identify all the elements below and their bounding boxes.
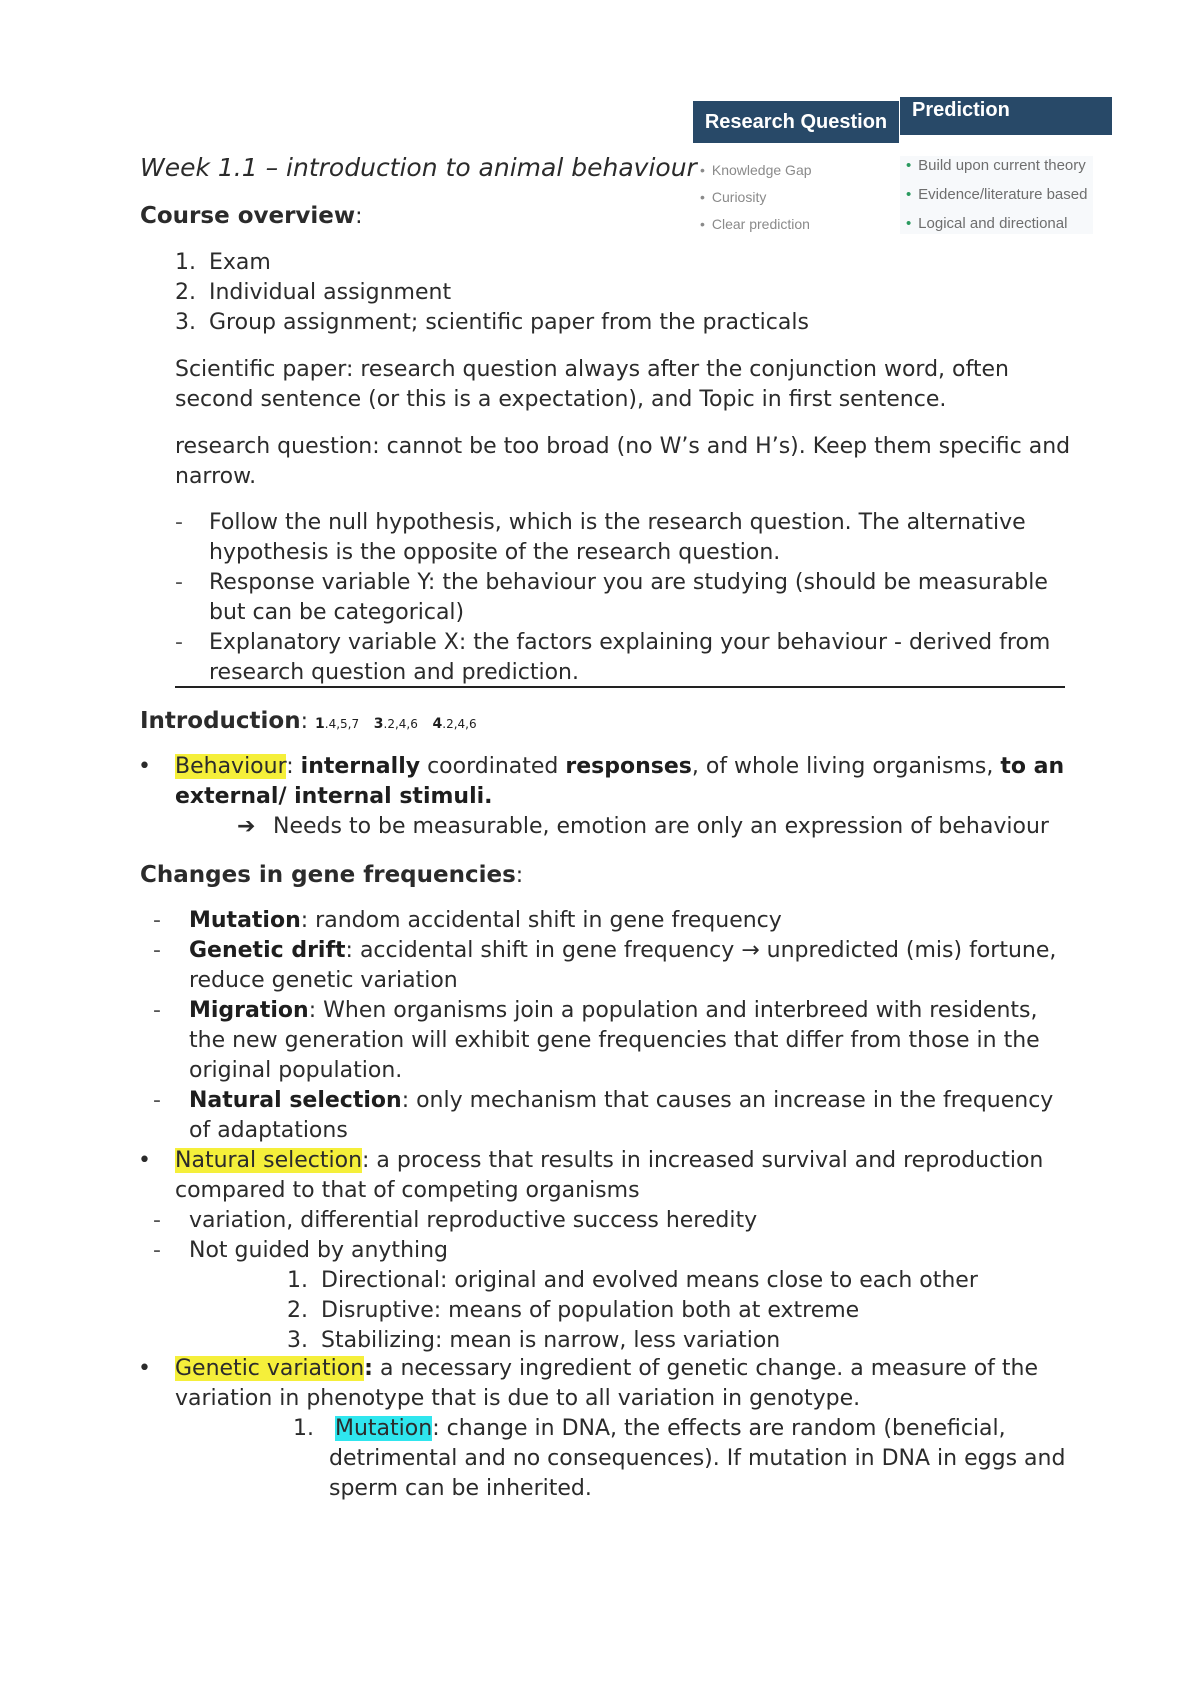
list-item: 3. Stabilizing: mean is narrow, less variation	[287, 1328, 781, 1353]
list-item: 1. Exam	[175, 250, 271, 275]
natural-selection-term: Natural selection	[175, 1148, 363, 1173]
list-item: • Clear prediction	[700, 216, 810, 232]
natural-selection-points	[153, 1206, 757, 1266]
list-item: - Genetic drift: accidental shift in gene frequency → unpredicted (mis) fortune, reduce genetic variation	[153, 938, 1057, 993]
research-question-note: research question: cannot be too broad (no W’s and H’s). Keep them specific and narrow.	[175, 434, 1071, 489]
list-item: - Explanatory variable X: the factors explaining your behaviour - derived from research question and prediction.	[175, 630, 1051, 685]
list-item: • Logical and directional	[906, 215, 1068, 232]
behaviour-definition: • Behaviour: internally coordinated responses, of whole living organisms, to an external/ internal stimuli.	[138, 754, 1065, 809]
introduction-heading: Introduction: 1.4,5,7 3.2,4,6 4.2,4,6	[140, 708, 477, 734]
list-item: 1. Directional: original and evolved means close to each other	[287, 1268, 978, 1293]
list-item: 2. Disruptive: means of population both at extreme	[287, 1298, 860, 1323]
genetic-variation-definition: • Genetic variation: a necessary ingredient of genetic change. a measure of the variation in phenotype that is due to all variation in genotype.	[138, 1356, 1038, 1411]
mutation-term: Mutation	[335, 1416, 433, 1441]
behaviour-note: ➔ Needs to be measurable, emotion are only an expression of behaviour	[237, 812, 1049, 842]
selection-types-list	[287, 1266, 978, 1356]
page-title: Week 1.1 – introduction to animal behaviour	[140, 153, 697, 182]
list-item: • Build upon current theory	[906, 157, 1086, 174]
list-item: - Migration: When organisms join a population and interbreed with residents, the new generation will exhibit gene frequencies that differ from those in the original population.	[153, 998, 1040, 1083]
list-item: • Evidence/literature based	[906, 186, 1088, 203]
list-item: 2. Individual assignment	[175, 280, 452, 305]
prediction-list	[900, 156, 1093, 234]
prediction-header: Prediction	[900, 97, 1112, 135]
list-item: - Mutation: random accidental shift in gene frequency	[153, 908, 782, 933]
list-item: - Natural selection: only mechanism that causes an increase in the frequency of adaptations	[153, 1088, 1054, 1143]
bullet-icon: •	[138, 754, 151, 779]
genetic-variation-sources	[293, 1414, 1065, 1504]
chapter-references: 1.4,5,7 3.2,4,6 4.2,4,6	[315, 716, 477, 732]
research-question-list	[700, 160, 812, 234]
research-question-header: Research Question	[693, 101, 899, 143]
scientific-paper-note: Scientific paper: research question always after the conjunction word, often second sentence (or this is a expectation), and Topic in first sentence.	[175, 357, 1009, 412]
behaviour-term: Behaviour	[175, 754, 287, 779]
list-item: 1. Mutation: change in DNA, the effects are random (beneficial, detrimental and no consequences). If mutation in DNA in eggs and sperm can be inherited.	[293, 1416, 1066, 1501]
list-item: - variation, differential reproductive success heredity	[153, 1208, 758, 1233]
course-overview-heading: Course overview:	[140, 203, 363, 229]
list-item: - Response variable Y: the behaviour you are studying (should be measurable but can be categorical)	[175, 570, 1048, 625]
arrow-right-icon: ➔	[237, 814, 256, 839]
genetic-variation-term: Genetic variation	[175, 1356, 365, 1381]
bullet-icon: •	[138, 1148, 151, 1173]
section-divider	[175, 686, 1065, 688]
list-item: 3. Group assignment; scientific paper from the practicals	[175, 310, 809, 335]
gene-frequencies-heading: Changes in gene frequencies:	[140, 862, 524, 888]
list-item: • Curiosity	[700, 189, 767, 205]
list-item: - Not guided by anything	[153, 1238, 449, 1263]
course-overview-list	[175, 248, 809, 338]
list-item: - Follow the null hypothesis, which is the research question. The alternative hypothesis is the opposite of the research question.	[175, 510, 1026, 565]
hypothesis-list	[175, 508, 1050, 688]
natural-selection-definition: • Natural selection: a process that results in increased survival and reproduction compared to that of competing organisms	[138, 1148, 1044, 1203]
list-item: • Knowledge Gap	[700, 162, 812, 178]
gene-frequency-mechanisms	[153, 906, 1056, 1146]
bullet-icon: •	[138, 1356, 151, 1381]
